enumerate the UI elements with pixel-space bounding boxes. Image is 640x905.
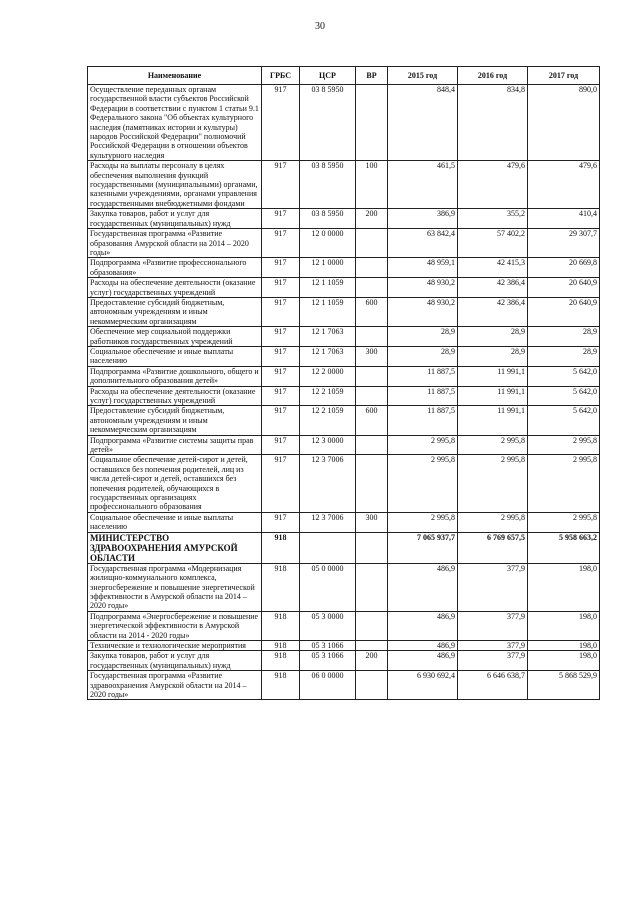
- row-vr-cell: 100: [356, 161, 388, 209]
- row-vr-cell: [356, 366, 388, 386]
- row-csr-cell: 12 1 0000: [300, 258, 356, 278]
- row-name-cell: Социальное обеспечение и иные выплаты населению: [88, 512, 262, 532]
- row-2015-cell: 28,9: [388, 346, 458, 366]
- row-vr-cell: [356, 258, 388, 278]
- row-2015-cell: 461,5: [388, 161, 458, 209]
- row-2016-cell: 6 769 657,5: [458, 532, 528, 563]
- row-grbs-cell: 917: [262, 258, 300, 278]
- row-2017-cell: 2 995,8: [528, 435, 600, 455]
- table-row: [88, 455, 600, 512]
- row-csr-cell: 05 3 0000: [300, 611, 356, 640]
- row-vr-cell: [356, 435, 388, 455]
- row-2015-cell: 28,9: [388, 327, 458, 347]
- table-row: [88, 512, 600, 532]
- row-name-cell: Осуществление переданных органам государственной власти субъектов Российской Федерации в соответствии с пунктом 1 статьи 9.1 Федерального закона "Об объектах культурного наследия (памятниках истории и культуры) народов Российской Федерации" полномочий Российской Федерации в отношении объектов культурного наследия: [88, 85, 262, 161]
- row-name-cell: Технические и технологические мероприятия: [88, 640, 262, 650]
- row-csr-cell: 03 8 5950: [300, 161, 356, 209]
- row-vr-cell: [356, 278, 388, 298]
- table-row: [88, 435, 600, 455]
- row-grbs-cell: 917: [262, 346, 300, 366]
- row-csr-cell: [300, 532, 356, 563]
- row-2015-cell: 486,9: [388, 563, 458, 611]
- row-name-cell: Подпрограмма «Развитие профессионального образования»: [88, 258, 262, 278]
- table-row: [88, 278, 600, 298]
- header-grbs: ГРБС: [262, 67, 300, 85]
- row-2015-cell: 11 887,5: [388, 406, 458, 435]
- table-row: [88, 209, 600, 229]
- row-2016-cell: 479,6: [458, 161, 528, 209]
- row-2017-cell: 198,0: [528, 563, 600, 611]
- row-csr-cell: 06 0 0000: [300, 671, 356, 700]
- row-csr-cell: 05 0 0000: [300, 563, 356, 611]
- table-row: [88, 366, 600, 386]
- table-row: [88, 671, 600, 700]
- header-2017: 2017 год: [528, 67, 600, 85]
- row-2017-cell: 2 995,8: [528, 512, 600, 532]
- table-row: [88, 161, 600, 209]
- table-row: [88, 640, 600, 650]
- row-name-cell: Социальное обеспечение детей-сирот и детей, оставшихся без попечения родителей, лиц из числа детей-сирот и детей, оставшихся без попечения родителей, обучающихся в государственных организациях профессионального образования: [88, 455, 262, 512]
- row-vr-cell: [356, 386, 388, 406]
- row-name-cell: Государственная программа «Развитие здравоохранения Амурской области на 2014 – 2020 годы»: [88, 671, 262, 700]
- header-2015: 2015 год: [388, 67, 458, 85]
- row-csr-cell: 12 2 1059: [300, 386, 356, 406]
- table-row: [88, 386, 600, 406]
- row-2015-cell: 63 842,4: [388, 229, 458, 258]
- row-name-cell: Подпрограмма «Развитие дошкольного, общего и дополнительного образования детей»: [88, 366, 262, 386]
- row-2017-cell: 198,0: [528, 651, 600, 671]
- row-2017-cell: 410,4: [528, 209, 600, 229]
- table-row: [88, 327, 600, 347]
- row-2016-cell: 42 415,3: [458, 258, 528, 278]
- row-grbs-cell: 917: [262, 512, 300, 532]
- row-2015-cell: 848,4: [388, 85, 458, 161]
- row-name-cell: Социальное обеспечение и иные выплаты населению: [88, 346, 262, 366]
- row-2017-cell: 2 995,8: [528, 455, 600, 512]
- budget-table: [87, 66, 600, 700]
- row-csr-cell: 12 3 7006: [300, 455, 356, 512]
- table-row: [88, 85, 600, 161]
- row-2017-cell: 198,0: [528, 640, 600, 650]
- row-2017-cell: 29 307,7: [528, 229, 600, 258]
- row-name-cell: Предоставление субсидий бюджетным, автономным учреждениям и иным некоммерческим организациям: [88, 406, 262, 435]
- row-2015-cell: 7 065 937,7: [388, 532, 458, 563]
- table-row: [88, 297, 600, 326]
- header-vr: ВР: [356, 67, 388, 85]
- row-grbs-cell: 917: [262, 435, 300, 455]
- page-number: 30: [315, 21, 325, 32]
- row-vr-cell: [356, 611, 388, 640]
- row-2016-cell: 2 995,8: [458, 455, 528, 512]
- row-vr-cell: 600: [356, 297, 388, 326]
- row-2017-cell: 20 640,9: [528, 297, 600, 326]
- row-2016-cell: 355,2: [458, 209, 528, 229]
- row-name-cell: Расходы на обеспечение деятельности (оказание услуг) государственных учреждений: [88, 386, 262, 406]
- row-name-cell: Расходы на обеспечение деятельности (оказание услуг) государственных учреждений: [88, 278, 262, 298]
- table-header-row: [88, 67, 600, 85]
- row-grbs-cell: 918: [262, 640, 300, 650]
- row-2017-cell: 28,9: [528, 327, 600, 347]
- row-grbs-cell: 917: [262, 327, 300, 347]
- row-name-cell: Закупка товаров, работ и услуг для государственных (муниципальных) нужд: [88, 651, 262, 671]
- row-2016-cell: 377,9: [458, 563, 528, 611]
- row-vr-cell: [356, 327, 388, 347]
- table-body: [88, 85, 600, 700]
- row-vr-cell: [356, 455, 388, 512]
- row-vr-cell: 300: [356, 512, 388, 532]
- row-name-cell: Обеспечение мер социальной поддержки работников государственных учреждений: [88, 327, 262, 347]
- row-name-cell: Государственная программа «Модернизация жилищно-коммунального комплекса, энергосбережение и повышение энергетической эффективности в Амурской области на 2014 – 2020 годы»: [88, 563, 262, 611]
- row-2017-cell: 890,0: [528, 85, 600, 161]
- row-2016-cell: 11 991,1: [458, 406, 528, 435]
- row-2015-cell: 486,9: [388, 611, 458, 640]
- table-row: [88, 651, 600, 671]
- row-2016-cell: 377,9: [458, 640, 528, 650]
- row-2017-cell: 198,0: [528, 611, 600, 640]
- row-csr-cell: 12 0 0000: [300, 229, 356, 258]
- row-csr-cell: 12 1 1059: [300, 278, 356, 298]
- row-grbs-cell: 917: [262, 85, 300, 161]
- row-vr-cell: [356, 532, 388, 563]
- row-2015-cell: 48 930,2: [388, 297, 458, 326]
- row-2017-cell: 5 868 529,9: [528, 671, 600, 700]
- row-grbs-cell: 917: [262, 366, 300, 386]
- header-name: Наименование: [88, 67, 262, 85]
- row-vr-cell: 300: [356, 346, 388, 366]
- table-row: [88, 406, 600, 435]
- row-vr-cell: [356, 229, 388, 258]
- row-2016-cell: 2 995,8: [458, 435, 528, 455]
- row-2017-cell: 5 642,0: [528, 366, 600, 386]
- row-grbs-cell: 917: [262, 406, 300, 435]
- row-grbs-cell: 917: [262, 209, 300, 229]
- row-2016-cell: 377,9: [458, 651, 528, 671]
- row-2017-cell: 5 642,0: [528, 406, 600, 435]
- row-csr-cell: 12 2 0000: [300, 366, 356, 386]
- row-grbs-cell: 917: [262, 455, 300, 512]
- row-2015-cell: 48 959,1: [388, 258, 458, 278]
- row-csr-cell: 12 2 1059: [300, 406, 356, 435]
- row-2015-cell: 486,9: [388, 651, 458, 671]
- row-2016-cell: 2 995,8: [458, 512, 528, 532]
- row-csr-cell: 12 3 7006: [300, 512, 356, 532]
- row-2016-cell: 377,9: [458, 611, 528, 640]
- table-row: [88, 258, 600, 278]
- row-2016-cell: 11 991,1: [458, 366, 528, 386]
- row-2016-cell: 834,8: [458, 85, 528, 161]
- row-2015-cell: 48 930,2: [388, 278, 458, 298]
- row-vr-cell: [356, 563, 388, 611]
- row-grbs-cell: 917: [262, 297, 300, 326]
- row-csr-cell: 03 8 5950: [300, 85, 356, 161]
- row-grbs-cell: 918: [262, 563, 300, 611]
- row-2017-cell: 5 642,0: [528, 386, 600, 406]
- row-2015-cell: 11 887,5: [388, 366, 458, 386]
- row-2017-cell: 5 958 663,2: [528, 532, 600, 563]
- row-csr-cell: 12 1 1059: [300, 297, 356, 326]
- row-grbs-cell: 917: [262, 386, 300, 406]
- row-2015-cell: 486,9: [388, 640, 458, 650]
- row-2016-cell: 6 646 638,7: [458, 671, 528, 700]
- row-name-cell: МИНИСТЕРСТВО ЗДРАВООХРАНЕНИЯ АМУРСКОЙ ОБЛАСТИ: [88, 532, 262, 563]
- row-2015-cell: 6 930 692,4: [388, 671, 458, 700]
- table-row: [88, 532, 600, 563]
- row-csr-cell: 05 3 1066: [300, 640, 356, 650]
- row-name-cell: Предоставление субсидий бюджетным, автономным учреждениям и иным некоммерческим организациям: [88, 297, 262, 326]
- row-grbs-cell: 918: [262, 532, 300, 563]
- row-name-cell: Подпрограмма «Развитие системы защиты прав детей»: [88, 435, 262, 455]
- row-csr-cell: 05 3 1066: [300, 651, 356, 671]
- row-2015-cell: 2 995,8: [388, 455, 458, 512]
- table-row: [88, 611, 600, 640]
- row-vr-cell: [356, 85, 388, 161]
- row-2016-cell: 11 991,1: [458, 386, 528, 406]
- row-vr-cell: [356, 671, 388, 700]
- row-2017-cell: 20 669,8: [528, 258, 600, 278]
- row-2016-cell: 42 386,4: [458, 297, 528, 326]
- row-2016-cell: 42 386,4: [458, 278, 528, 298]
- row-2016-cell: 28,9: [458, 346, 528, 366]
- row-2016-cell: 57 402,2: [458, 229, 528, 258]
- row-2015-cell: 2 995,8: [388, 512, 458, 532]
- row-grbs-cell: 917: [262, 278, 300, 298]
- header-csr: ЦСР: [300, 67, 356, 85]
- row-vr-cell: 200: [356, 651, 388, 671]
- row-grbs-cell: 918: [262, 611, 300, 640]
- row-vr-cell: 200: [356, 209, 388, 229]
- row-grbs-cell: 918: [262, 671, 300, 700]
- row-2015-cell: 2 995,8: [388, 435, 458, 455]
- row-2016-cell: 28,9: [458, 327, 528, 347]
- row-grbs-cell: 917: [262, 229, 300, 258]
- row-2015-cell: 386,9: [388, 209, 458, 229]
- row-vr-cell: 600: [356, 406, 388, 435]
- row-csr-cell: 12 1 7063: [300, 327, 356, 347]
- row-name-cell: Государственная программа «Развитие образования Амурской области на 2014 – 2020 годы»: [88, 229, 262, 258]
- row-name-cell: Закупка товаров, работ и услуг для государственных (муниципальных) нужд: [88, 209, 262, 229]
- table-row: [88, 563, 600, 611]
- row-name-cell: Подпрограмма «Энергосбережение и повышение энергетической эффективности в Амурской области на 2014 - 2020 годы»: [88, 611, 262, 640]
- row-2017-cell: 20 640,9: [528, 278, 600, 298]
- row-2017-cell: 479,6: [528, 161, 600, 209]
- row-grbs-cell: 918: [262, 651, 300, 671]
- table-row: [88, 229, 600, 258]
- row-csr-cell: 12 1 7063: [300, 346, 356, 366]
- row-vr-cell: [356, 640, 388, 650]
- row-csr-cell: 12 3 0000: [300, 435, 356, 455]
- row-grbs-cell: 917: [262, 161, 300, 209]
- table-row: [88, 346, 600, 366]
- header-2016: 2016 год: [458, 67, 528, 85]
- row-csr-cell: 03 8 5950: [300, 209, 356, 229]
- row-2015-cell: 11 887,5: [388, 386, 458, 406]
- row-2017-cell: 28,9: [528, 346, 600, 366]
- row-name-cell: Расходы на выплаты персоналу в целях обеспечения выполнения функций государственными (муниципальными) органами, казенными учреждениями, органами управления государственными внебюджетными фондами: [88, 161, 262, 209]
